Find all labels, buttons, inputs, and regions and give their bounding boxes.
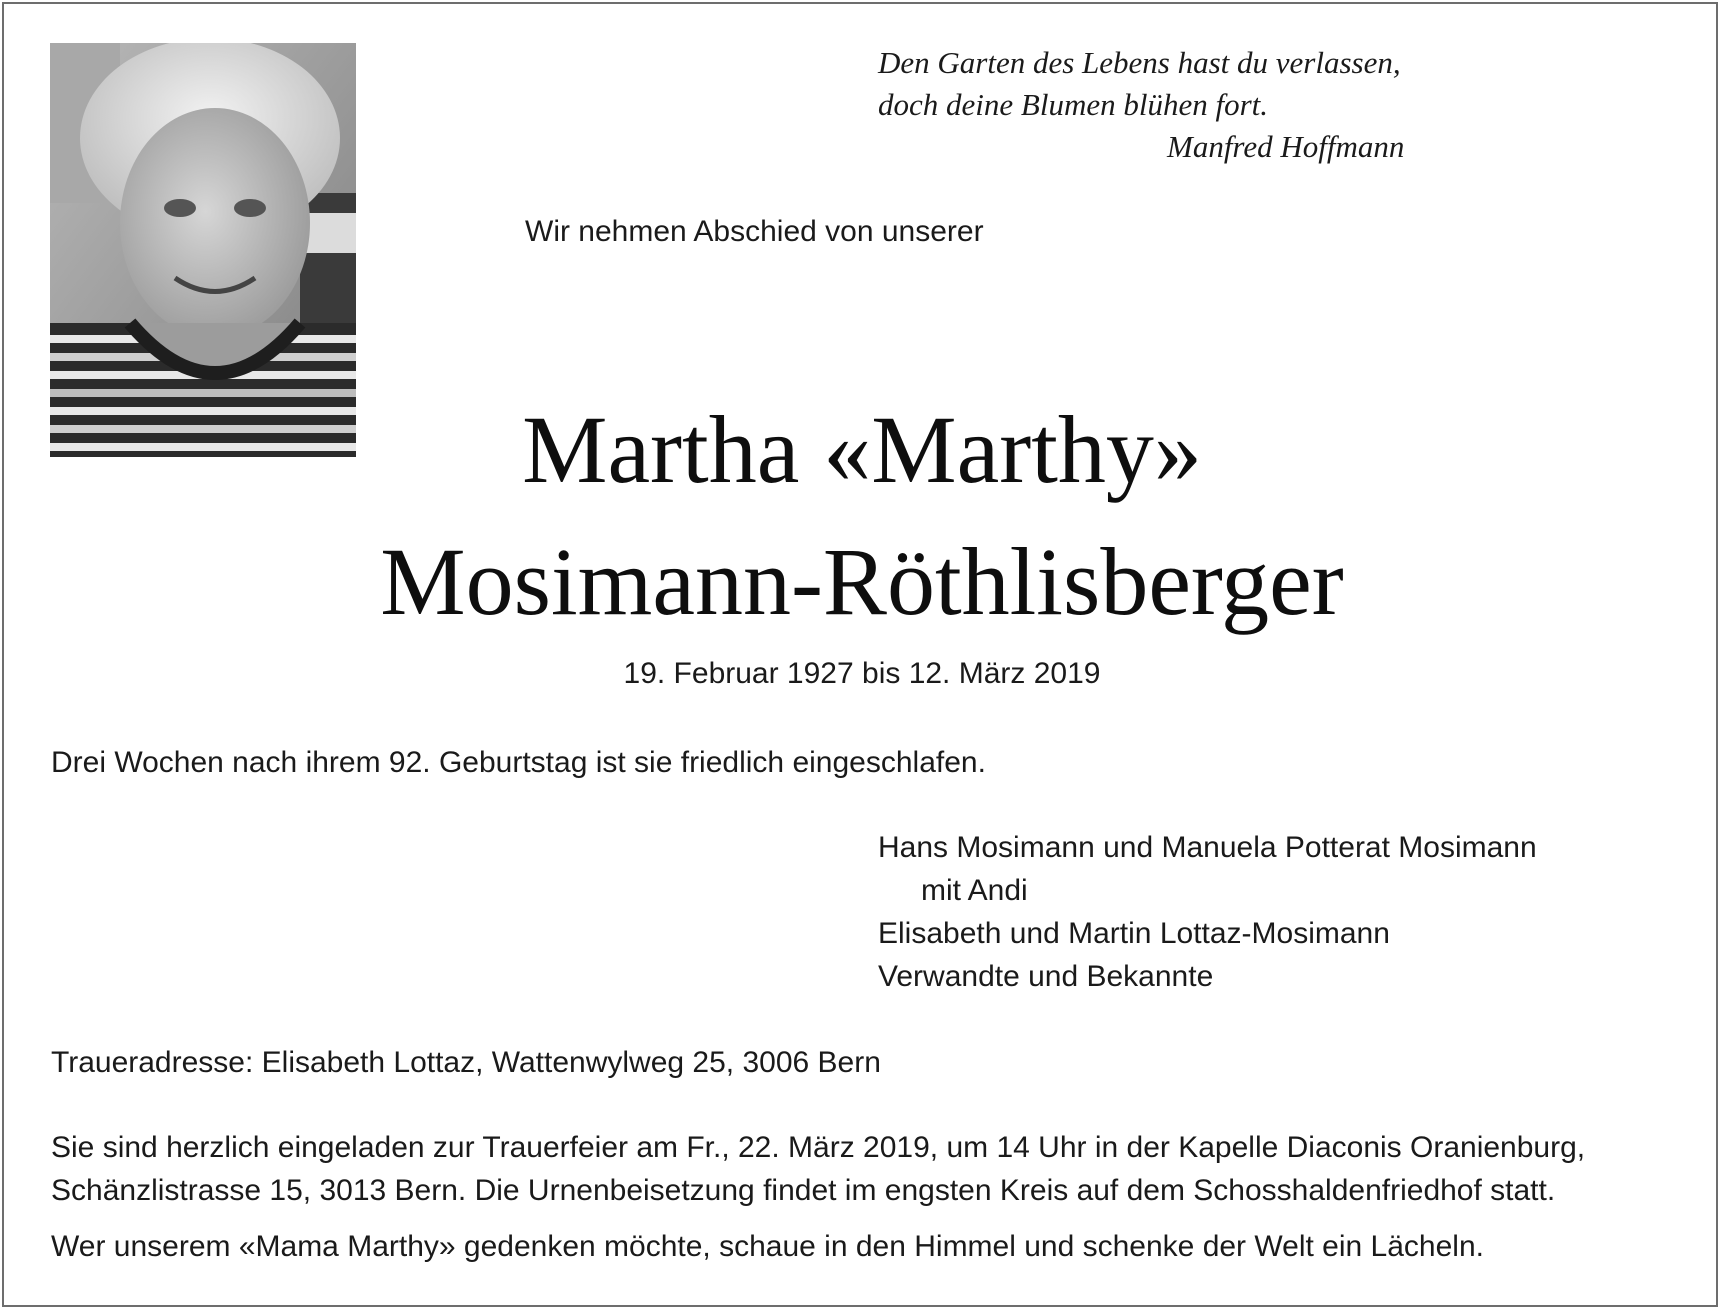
- deceased-surname: Mosimann-Röthlisberger: [380, 528, 1344, 635]
- mourner-line: Hans Mosimann und Manuela Potterat Mosimann: [878, 831, 1537, 864]
- mourners-list: [878, 826, 1537, 998]
- intro-text: Wir nehmen Abschied von unserer: [525, 215, 984, 248]
- life-dates: 19. Februar 1927 bis 12. März 2019: [623, 657, 1101, 690]
- quote-line: doch deine Blumen blühen fort.: [878, 87, 1268, 122]
- invitation-line: Schänzlistrasse 15, 3013 Bern. Die Urnenbeisetzung findet im engsten Kreis auf dem Schosshaldenfriedhof statt.: [51, 1174, 1556, 1207]
- mourner-line: Verwandte und Bekannte: [878, 960, 1214, 993]
- closing-text: Wer unserem «Mama Marthy» gedenken möchte, schaue in den Himmel und schenke der Welt ein Lächeln.: [51, 1230, 1484, 1263]
- invitation-line: Sie sind herzlich eingeladen zur Trauerfeier am Fr., 22. März 2019, um 14 Uhr in der Kapelle Diaconis Oranienburg,: [51, 1131, 1586, 1164]
- funeral-invitation: [51, 1126, 1691, 1212]
- mourning-address: Traueradresse: Elisabeth Lottaz, Wattenwylweg 25, 3006 Bern: [51, 1046, 881, 1079]
- quote-author: Manfred Hoffmann: [1167, 129, 1405, 164]
- mourner-line: Elisabeth und Martin Lottaz-Mosimann: [878, 917, 1390, 950]
- deceased-name: Martha «Marthy»: [522, 396, 1202, 503]
- mourner-line: mit Andi: [921, 874, 1028, 907]
- quote-line: Den Garten des Lebens hast du verlassen,: [878, 45, 1401, 80]
- death-message: Drei Wochen nach ihrem 92. Geburtstag ist sie friedlich eingeschlafen.: [51, 746, 986, 779]
